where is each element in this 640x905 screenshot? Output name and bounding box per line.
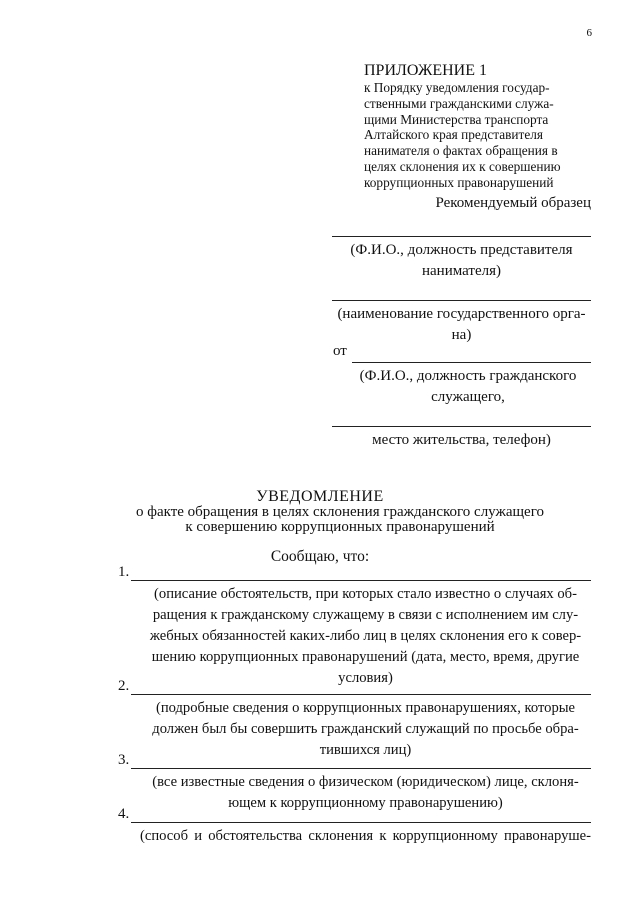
item-4-caption: (способ и обстоятельства склонения к коррупционному правонаруше- (140, 828, 591, 844)
residence-field-caption: место жительства, телефон) (372, 432, 551, 448)
employer-field-line[interactable] (332, 236, 591, 237)
residence-field-line[interactable] (332, 426, 591, 427)
appendix-line: нанимателя о фактах обращения в (364, 143, 558, 159)
agency-field-line[interactable] (332, 300, 591, 301)
appendix-description (364, 80, 592, 191)
employee-field-caption: (Ф.И.О., должность гражданского служащего, (359, 368, 577, 405)
employee-field-line[interactable] (352, 362, 591, 363)
employer-field-caption: (Ф.И.О., должность представителя нанимателя) (350, 242, 573, 279)
appendix-line: ственными гражданскими служа- (364, 95, 554, 111)
appendix-line: коррупционных правонарушений (364, 174, 554, 190)
report-label: Сообщаю, что: (270, 548, 370, 565)
item-number: 3. (118, 752, 130, 768)
item-3-caption: (все известные сведения о физическом (юридическом) лице, склоня- ющем к коррупционному правонарушению) (152, 774, 579, 811)
recommended-sample-label: Рекомендуемый образец (435, 195, 591, 211)
appendix-line: щими Министерства транспорта (364, 111, 549, 127)
appendix-title: ПРИЛОЖЕНИЕ 1 (364, 62, 488, 79)
notice-subtitle: о факте обращения в целях склонения гражданского служащего к совершению коррупционных правонарушений (135, 504, 544, 535)
item-1-caption: (описание обстоятельств, при которых стало известно о случаях об- ращения к гражданскому служащему в связи с исполнением им слу- жебных обязанностей каких-либо лиц в целях склонения его к совер- шению коррупционных правонарушений (дата, место, время, другие условия) (149, 586, 582, 686)
item-2-caption: (подробные сведения о коррупционных правонарушениях, которые должен был бы совершить гражданский служащий по просьбе обра- тившихся лиц) (152, 700, 579, 758)
item-4-field-line[interactable] (131, 822, 591, 823)
item-2-field-line[interactable] (131, 694, 591, 695)
item-number: 1. (118, 564, 130, 580)
notice-title: УВЕДОМЛЕНИЕ (256, 488, 384, 505)
item-number: 2. (118, 678, 130, 694)
appendix-line: к Порядку уведомления государ- (364, 80, 550, 95)
appendix-line: целях склонения их к совершению (364, 158, 561, 174)
appendix-line: Алтайского края представителя (364, 127, 544, 143)
item-3-field-line[interactable] (131, 768, 591, 769)
from-label: от (333, 343, 347, 359)
item-number: 4. (118, 806, 130, 822)
agency-field-caption: (наименование государственного орга- на) (337, 306, 586, 343)
item-1-field-line[interactable] (131, 580, 591, 581)
page-number: 6 (586, 27, 592, 39)
